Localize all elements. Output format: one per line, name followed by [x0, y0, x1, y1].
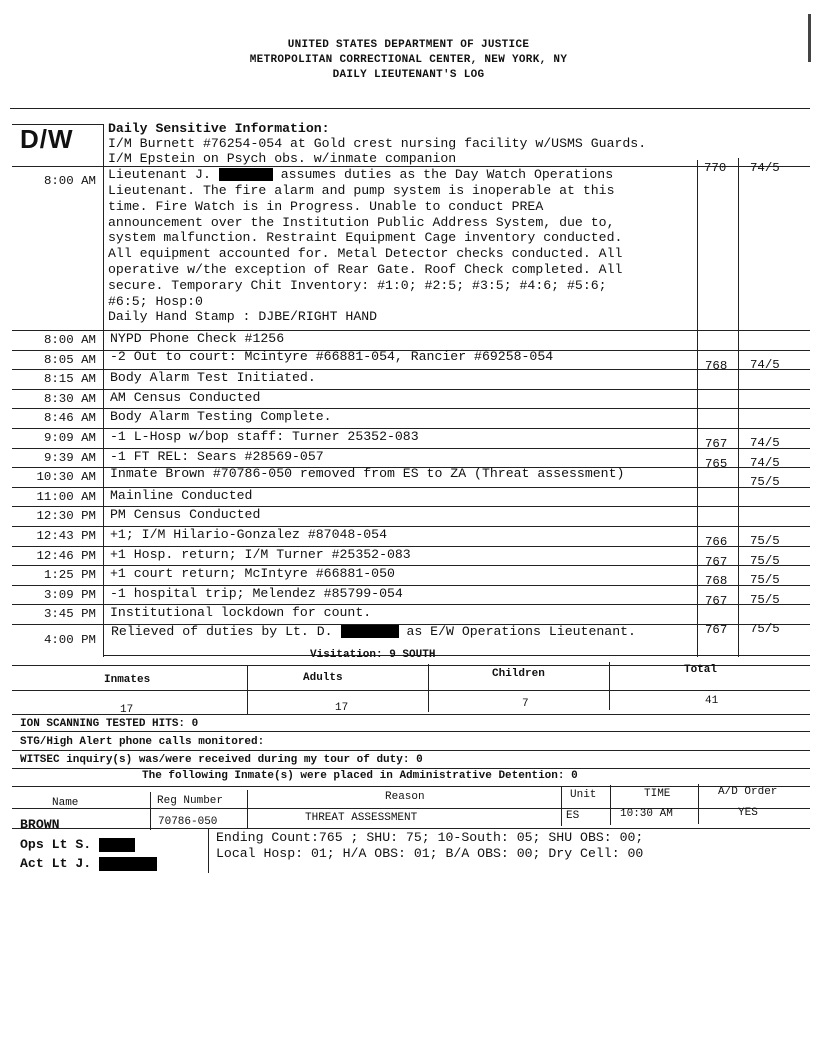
- entry-time: 12:46 PM: [36, 548, 96, 563]
- entry-time: 12:43 PM: [36, 529, 96, 543]
- visitation-children-value: 7: [522, 698, 529, 710]
- entry-text: Institutional lockdown for count.: [110, 605, 372, 621]
- header-line-1: UNITED STATES DEPARTMENT OF JUSTICE: [287, 39, 530, 51]
- ion-scanning-line: ION SCANNING TESTED HITS: 0: [20, 718, 199, 730]
- lieutenant-suffix: assumes duties as the Day Watch Operations: [280, 167, 614, 182]
- visitation-mid-rule: [12, 690, 810, 691]
- first-entry-line: #6:5; Hosp:0: [108, 293, 203, 309]
- redaction-block: [99, 857, 157, 871]
- detention-divider: [150, 792, 151, 830]
- detention-row-reg: 70786-050: [158, 816, 218, 828]
- entry-count: 768: [705, 358, 728, 373]
- redaction-block: [341, 625, 399, 638]
- entry-count: 765: [705, 456, 728, 471]
- act-lieutenant-label: Act Lt J.: [20, 856, 92, 871]
- entry-time: 9:39 AM: [43, 450, 96, 465]
- entry-count: 768: [705, 574, 728, 589]
- entry-time: 8:05 AM: [43, 352, 96, 367]
- visitation-top-rule: [104, 655, 810, 656]
- entry-time: 8:00 AM: [43, 174, 96, 188]
- visitation-title: Visitation: 9 SOUTH: [310, 649, 436, 661]
- stg-line: STG/High Alert phone calls monitored:: [20, 736, 265, 748]
- entry-count: 767: [705, 593, 728, 608]
- visitation-inmates-value: 17: [120, 704, 134, 716]
- entry-shu: 75/5: [750, 592, 780, 607]
- time-column-divider: [103, 124, 104, 657]
- entry-time: 3:09 PM: [43, 587, 96, 602]
- detention-row-time: 10:30 AM: [620, 808, 673, 820]
- entry-count: 767: [705, 623, 728, 637]
- admin-detention-title: The following Inmate(s) were placed in Administrative Detention: 0: [142, 770, 578, 782]
- entry-text: NYPD Phone Check #1256: [110, 331, 285, 346]
- entry-text: -1 L-Hosp w/bop staff: Turner 25352-083: [110, 429, 419, 444]
- entry-shu: 75/5: [750, 573, 780, 588]
- entry-time: 4:00 PM: [43, 633, 96, 647]
- detention-row-name: BROWN: [20, 817, 60, 832]
- entry-time: 3:45 PM: [43, 607, 96, 622]
- entry-time: 8:15 AM: [43, 372, 96, 387]
- entry-shu: 74/5: [750, 455, 780, 470]
- visitation-divider: [609, 662, 610, 710]
- ion-rule: [12, 731, 810, 732]
- visitation-header-adults: Adults: [303, 672, 343, 684]
- detention-header-time: TIME: [644, 788, 671, 800]
- visitation-bottom-rule: [12, 714, 810, 715]
- visitation-total-value: 41: [705, 695, 719, 707]
- entry-time: 10:30 AM: [36, 470, 96, 485]
- entry-shu: 75/5: [750, 622, 780, 636]
- entry-text: PM Census Conducted: [110, 507, 261, 523]
- last-entry-text: [111, 624, 636, 640]
- header-line-2: METROPOLITAN CORRECTIONAL CENTER, NEW YORK, NY: [249, 54, 568, 66]
- detention-header-unit: Unit: [570, 789, 597, 801]
- stg-rule: [12, 750, 810, 751]
- visitation-divider: [428, 664, 429, 712]
- entry-text: Body Alarm Test Initiated.: [110, 370, 316, 386]
- first-entry-line: Daily Hand Stamp : DJBE/RIGHT HAND: [108, 309, 378, 325]
- document-header: [0, 38, 817, 83]
- detention-divider: [247, 790, 248, 828]
- entry-shu: 75/5: [750, 553, 780, 568]
- top-rule: [10, 108, 810, 109]
- detention-divider: [610, 785, 611, 825]
- sensitive-line-1: I/M Burnett #76254-054 at Gold crest nursing facility w/USMS Guards.: [108, 136, 647, 151]
- detention-bottom-rule: [12, 828, 810, 829]
- entry-time: 8:46 AM: [43, 411, 96, 426]
- detention-header-ad-order: A/D Order: [718, 786, 778, 798]
- sensitive-line-2: I/M Epstein on Psych obs. w/inmate companion: [108, 151, 457, 166]
- entry-text: -2 Out to court: Mcintyre #66881-054, Rancier #69258-054: [110, 348, 554, 364]
- entry-text: +1; I/M Hilario-Gonzalez #87048-054: [110, 527, 387, 542]
- detention-header-reg: Reg Number: [157, 795, 224, 807]
- entry-time: 12:30 PM: [36, 509, 96, 524]
- redaction-block: [219, 168, 273, 181]
- detention-header-bottom-rule: [12, 808, 810, 809]
- detention-row-reason: THREAT ASSESSMENT: [305, 812, 418, 824]
- entry-shu: 74/5: [750, 436, 780, 450]
- header-line-3: DAILY LIEUTENANT'S LOG: [332, 69, 485, 81]
- visitation-adults-value: 17: [335, 702, 349, 714]
- entry-text: +1 court return; McIntyre #66881-050: [110, 566, 395, 582]
- first-entry-line: secure. Temporary Chit Inventory: #1:0; #2:5; #3:5; #4:6; #5:6;: [108, 277, 607, 293]
- entry-count: 770: [704, 161, 727, 175]
- entry-shu: 74/5: [750, 161, 780, 175]
- first-entry-line: All equipment accounted for. Metal Detector checks conducted. All: [108, 246, 623, 262]
- act-lieutenant-signature: [20, 856, 157, 872]
- detention-divider: [698, 784, 699, 824]
- entry-time: 9:09 AM: [43, 431, 96, 445]
- entry-count: 767: [705, 554, 728, 569]
- ending-count-divider: [208, 829, 209, 873]
- ops-lieutenant-label: Ops Lt S.: [20, 837, 92, 852]
- detention-header-reason: Reason: [385, 791, 425, 803]
- visitation-header-inmates: Inmates: [104, 674, 151, 686]
- entry-time: 11:00 AM: [36, 489, 96, 504]
- relief-prefix: Relieved of duties by Lt. D.: [111, 624, 333, 639]
- detention-row-unit: ES: [566, 810, 580, 822]
- entry-shu: 74/5: [750, 357, 780, 372]
- detention-divider: [561, 786, 562, 826]
- lieutenant-prefix: Lieutenant J.: [108, 167, 211, 182]
- first-entry-lieutenant: [108, 167, 613, 183]
- entry-text: Body Alarm Testing Complete.: [110, 409, 332, 425]
- entry-time: 8:00 AM: [43, 333, 96, 347]
- entry-time: 8:30 AM: [43, 391, 96, 406]
- redaction-block: [99, 838, 135, 852]
- witsec-line: WITSEC inquiry(s) was/were received during my tour of duty: 0: [20, 754, 423, 766]
- entry-count: 767: [705, 437, 728, 451]
- entry-shu: 75/5: [750, 534, 780, 548]
- first-entry-line: announcement over the Institution Public Address System, due to,: [108, 214, 615, 230]
- ops-lieutenant-signature: [20, 837, 135, 853]
- ending-count-line-1: Ending Count:765 ; SHU: 75; 10-South: 05; SHU OBS: 00;: [216, 830, 644, 845]
- entry-text: Inmate Brown #70786-050 removed from ES to ZA (Threat assessment): [110, 466, 625, 482]
- detention-header-top-rule: [12, 786, 810, 787]
- sensitive-title: Daily Sensitive Information:: [108, 121, 330, 136]
- detention-row-ad-order: YES: [738, 807, 758, 819]
- entry-shu: 75/5: [750, 475, 780, 490]
- detention-header-name: Name: [52, 797, 79, 809]
- entry-text: Mainline Conducted: [110, 487, 253, 503]
- visitation-header-total: Total: [684, 664, 718, 676]
- entry-text: -1 hospital trip; Melendez #85799-054: [110, 585, 403, 601]
- relief-suffix: as E/W Operations Lieutenant.: [406, 624, 636, 639]
- first-entry-line: time. Fire Watch is in Progress. Unable to conduct PREA: [108, 198, 544, 214]
- entry-time: 1:25 PM: [43, 568, 96, 583]
- ending-count-line-2: Local Hosp: 01; H/A OBS: 01; B/A OBS: 00; Dry Cell: 00: [216, 846, 644, 861]
- first-entry-line: operative w/the exception of Rear Gate. Roof Check completed. All: [108, 262, 623, 277]
- dw-label: D/W: [20, 124, 74, 154]
- entry-text: +1 Hosp. return; I/M Turner #25352-083: [110, 546, 411, 562]
- visitation-header-children: Children: [492, 668, 545, 680]
- first-entry-line: Lieutenant. The fire alarm and pump system is inoperable at this: [108, 183, 615, 198]
- first-entry-line: system malfunction. Restraint Equipment Cage inventory conducted.: [108, 230, 623, 246]
- entry-count: 766: [705, 535, 728, 549]
- entry-text: AM Census Conducted: [110, 389, 261, 405]
- entry-text: -1 FT REL: Sears #28569-057: [110, 448, 324, 464]
